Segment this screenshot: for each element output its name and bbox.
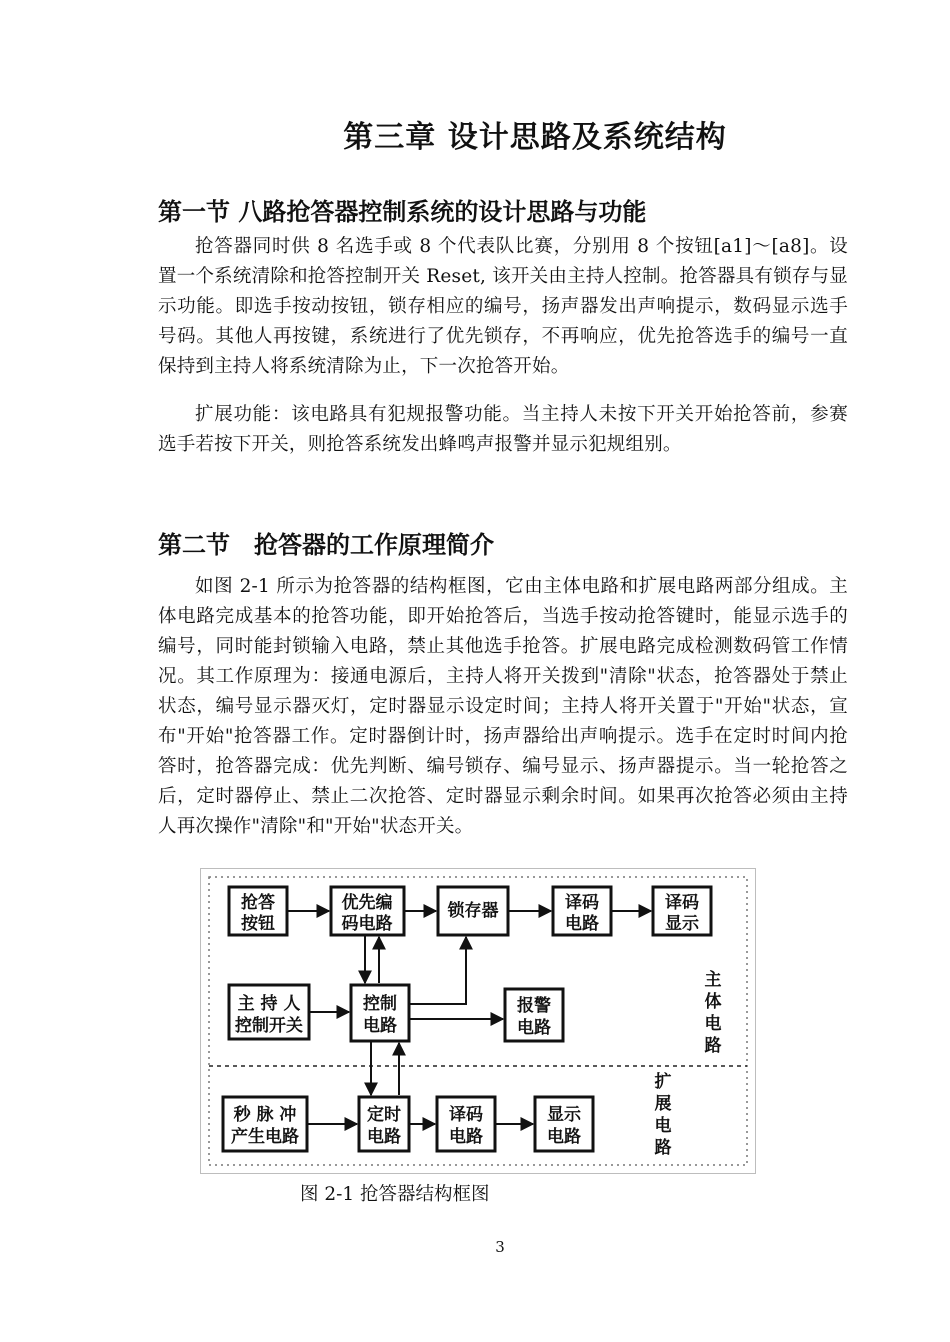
block-host-switch bbox=[229, 985, 309, 1039]
svg-text:显示: 显示 bbox=[665, 914, 699, 934]
svg-text:主 持 人: 主 持 人 bbox=[237, 994, 301, 1014]
svg-text:定时: 定时 bbox=[367, 1105, 401, 1125]
svg-text:电路: 电路 bbox=[363, 1016, 397, 1036]
section-1-paragraph-2: 扩展功能：该电路具有犯规报警功能。当主持人未按下开关开始抢答前，参赛选手若按下开关，则抢答系统发出蜂鸣声报警并显示犯规组别。 bbox=[158, 404, 848, 455]
svg-text:扩: 扩 bbox=[654, 1072, 672, 1092]
block-second-pulse bbox=[223, 1097, 307, 1151]
svg-text:电: 电 bbox=[704, 1014, 722, 1034]
svg-text:锁存器: 锁存器 bbox=[447, 901, 499, 921]
block-decode-display bbox=[653, 887, 711, 935]
svg-text:码电路: 码电路 bbox=[341, 914, 393, 934]
svg-text:秒 脉 冲: 秒 脉 冲 bbox=[233, 1105, 297, 1125]
figure-caption: 图 2-1 抢答器结构框图 bbox=[300, 1184, 490, 1205]
svg-text:译码: 译码 bbox=[665, 893, 699, 913]
section-1-title: 第一节 八路抢答器控制系统的设计思路与功能 bbox=[158, 198, 647, 226]
section-1-paragraph-1: 抢答器同时供 8 名选手或 8 个代表队比赛，分别用 8 个按钮[a1]～[a8]。设置一个系统清除和抢答控制开关 Reset, 该开关由主持人控制。抢答器具有锁存与显示功能。即选手按动按钮，锁存相应的编号，扬声器发出声响提示，数码显示选手号码。其他人再按键，系统进行了优先锁存，不再响应，优先抢答选手的编号一直保持到主持人将系统清除为止，下一次抢答开始。 bbox=[158, 236, 848, 377]
svg-text:控制: 控制 bbox=[363, 994, 397, 1014]
svg-text:电路: 电路 bbox=[565, 914, 599, 934]
section-2-title: 第二节 抢答器的工作原理简介 bbox=[158, 531, 494, 559]
block-display bbox=[535, 1097, 593, 1151]
block-latch bbox=[438, 887, 508, 935]
svg-text:报警: 报警 bbox=[517, 996, 551, 1016]
block-alarm bbox=[505, 989, 563, 1041]
svg-text:电路: 电路 bbox=[449, 1127, 483, 1147]
svg-text:抢答: 抢答 bbox=[241, 893, 275, 913]
block-diagram-figure bbox=[200, 868, 756, 1174]
svg-text:路: 路 bbox=[704, 1036, 722, 1056]
block-priority-encoder bbox=[331, 887, 404, 935]
extended-circuit-label bbox=[655, 1071, 672, 1158]
svg-text:电路: 电路 bbox=[517, 1018, 551, 1038]
svg-text:主: 主 bbox=[704, 970, 722, 990]
svg-text:译码: 译码 bbox=[449, 1105, 483, 1125]
block-control bbox=[351, 985, 409, 1041]
block-timer bbox=[359, 1097, 409, 1151]
main-circuit-label bbox=[705, 969, 722, 1056]
svg-text:产生电路: 产生电路 bbox=[231, 1127, 299, 1147]
chapter-title: 第三章 设计思路及系统结构 bbox=[343, 120, 727, 155]
svg-text:优先编: 优先编 bbox=[341, 893, 393, 913]
svg-text:路: 路 bbox=[654, 1138, 672, 1158]
svg-text:显示: 显示 bbox=[547, 1105, 581, 1125]
block-diagram bbox=[201, 869, 755, 1173]
svg-text:控制开关: 控制开关 bbox=[235, 1016, 303, 1036]
section-2-paragraph-1: 如图 2-1 所示为抢答器的结构框图，它由主体电路和扩展电路两部分组成。主体电路完成基本的抢答功能，即开始抢答后，当选手按动抢答键时，能显示选手的编号，同时能封锁输入电路，禁止其他选手抢答。扩展电路完成检测数码管工作情况。其工作原理为：接通电源后，主持人将开关拨到"清除"状态，抢答器处于禁止状态，编号显示器灭灯，定时器显示设定时间；主持人将开关置于"开始"状态，宣布"开始"抢答器工作。定时器倒计时，扬声器给出声响提示。选手在定时时间内抢答时，抢答器完成：优先判断、编号锁存、编号显示、扬声器提示。当一轮抢答之后，定时器停止、禁止二次抢答、定时器显示剩余时间。如果再次抢答必须由主持人再次操作"清除"和"开始"状态开关。 bbox=[158, 576, 848, 837]
svg-text:体: 体 bbox=[704, 992, 722, 1012]
block-answer-button bbox=[229, 887, 287, 935]
diagram-connections bbox=[287, 911, 651, 1124]
svg-text:展: 展 bbox=[654, 1094, 672, 1114]
block-decoder-2 bbox=[437, 1097, 495, 1151]
svg-text:译码: 译码 bbox=[565, 893, 599, 913]
block-decoder-1 bbox=[553, 887, 611, 935]
svg-text:电路: 电路 bbox=[547, 1127, 581, 1147]
svg-text:电路: 电路 bbox=[367, 1127, 401, 1147]
page-number: 3 bbox=[495, 1238, 505, 1256]
svg-text:按钮: 按钮 bbox=[241, 914, 275, 934]
svg-text:电: 电 bbox=[654, 1116, 672, 1136]
